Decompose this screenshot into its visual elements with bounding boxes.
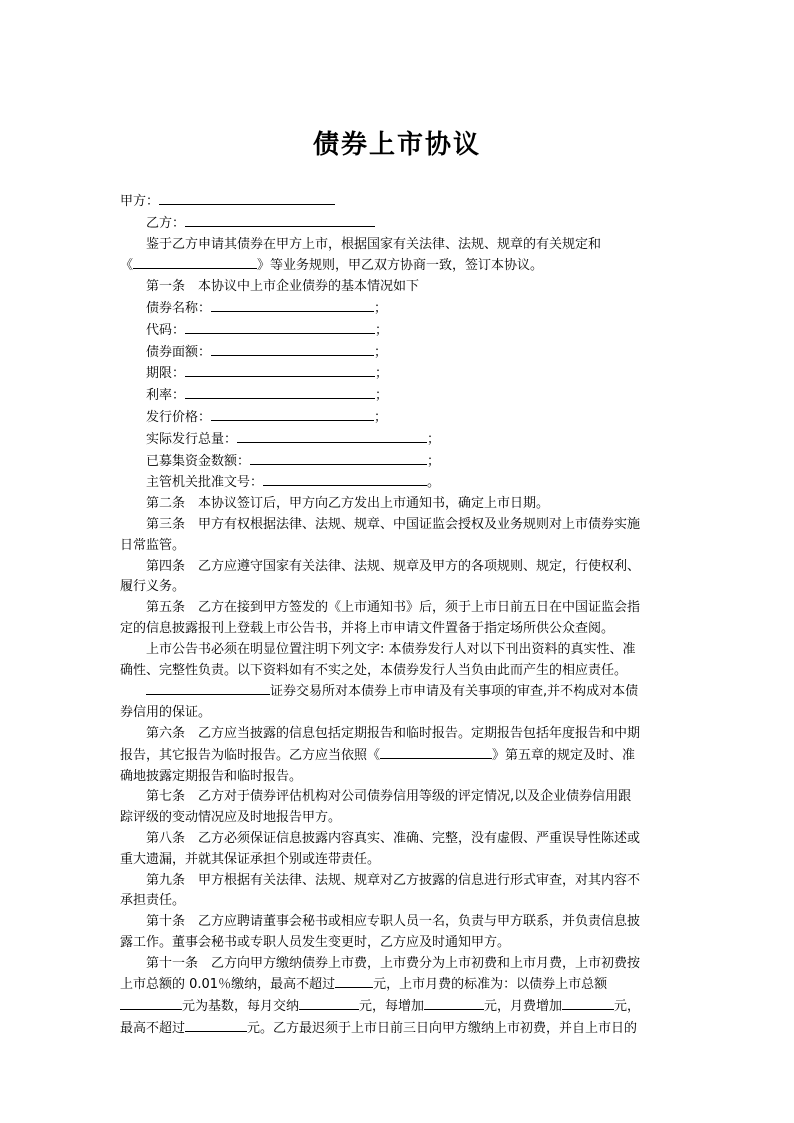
article-9: 第九条 甲方根据有关法律、法规、规章对乙方披露的信息进行形式审查，对其内容不 承担责任。 [120, 872, 641, 909]
party-b-line: 乙方： [120, 213, 676, 235]
rules-name-blank[interactable] [133, 255, 257, 269]
fee-increment-blank[interactable] [562, 996, 614, 1010]
face-value-blank[interactable] [211, 342, 374, 356]
document-title: 债券上市协议 [312, 130, 481, 160]
article-1-heading: 第一条 本协议中上市企业债券的基本情况如下 [146, 279, 420, 295]
exchange-name-blank[interactable] [146, 681, 270, 695]
field-approval-number: 主管机关批准文号： 。 [120, 472, 676, 494]
article-5-disclaimer: 证券交易所对本债券上市申请及有关事项的审查,并不构成对本债 券信用的保证。 [120, 681, 676, 724]
field-term: 期限： ； [120, 363, 676, 385]
monthly-fee-cap-blank[interactable] [185, 1018, 247, 1032]
article-4: 第四条 乙方应遵守国家有关法律、法规、规章及甲方的各项规则、规定，行使权利、 履行义务。 [120, 558, 641, 595]
article-11: 第十一条 乙方向甲方缴纳债券上市费，上市费分为上市初费和上市月费，上市初费按 上市总额的 0.01％缴纳，最高不超过 元，上市月费的标准为：以债券上市总额 元为基数，每月交纳 元，每增加 元，月费增加 元， 最高不超过 元。乙方最迟须于上市日前三日向甲方缴纳上市初费，并自上市日的 [120, 955, 641, 1037]
field-funds-raised: 已募集资金数额： ； [120, 451, 676, 473]
field-total-issued: 实际发行总量： ； [120, 429, 676, 451]
bond-info-fields [120, 298, 676, 494]
code-blank[interactable] [185, 320, 375, 334]
initial-fee-cap-blank[interactable] [335, 974, 373, 988]
article-5: 第五条 乙方在接到甲方签发的《上市通知书》后，须于上市日前五日在中国证监会指 定的信息披露报刊上登载上市公告书，并将上市申请文件置备于指定场所供公众查阅。 [120, 600, 641, 636]
increment-amount-blank[interactable] [424, 996, 484, 1010]
bond-name-blank[interactable] [211, 298, 374, 312]
preamble: 鉴于乙方申请其债券在甲方上市，根据国家有关法律、法规、规章的有关规定和 《 》等业务规则，甲乙双方协商一致，签订本协议。 [120, 236, 602, 274]
article-8: 第八条 乙方必须保证信息披露内容真实、准确、完整，没有虚假、严重误导性陈述或 重大遗漏，并就其保证承担个别或连带责任。 [120, 830, 641, 867]
agreement-body [120, 191, 676, 1040]
price-blank[interactable] [211, 407, 374, 421]
term-blank[interactable] [185, 363, 375, 377]
field-face-value: 债券面额： ； [120, 342, 676, 364]
article-7: 第七条 乙方对于债券评估机构对公司债券信用等级的评定情况,以及企业债券信用跟 踪评级的变动情况应及时地报告甲方。 [120, 789, 632, 826]
article-2: 第二条 本协议签订后，甲方向乙方发出上市通知书，确定上市日期。 [146, 496, 550, 512]
field-bond-name: 债券名称： ； [120, 298, 676, 320]
party-a-line: 甲方： [120, 191, 676, 213]
field-rate: 利率： ； [120, 385, 676, 407]
total-issued-blank[interactable] [237, 429, 427, 443]
party-b-blank[interactable] [185, 213, 375, 227]
article-10: 第十条 乙方应聘请董事会秘书或相应专职人员一名，负责与甲方联系，并负责信息披 露工作。董事会秘书或专职人员发生变更时，乙方应及时通知甲方。 [120, 914, 641, 950]
party-a-blank[interactable] [159, 191, 335, 205]
field-price: 发行价格： ； [120, 407, 676, 429]
funds-raised-blank[interactable] [250, 451, 427, 465]
article-6: 第六条 乙方应当披露的信息包括定期报告和临时报告。定期报告包括年度报告和中期 报告，其它报告为临时报告。乙方应当依照《 》第五章的规定及时、准 确地披露定期报告和临时报告。 [120, 725, 641, 784]
article-5-notice: 上市公告书必须在明显位置注明下列文字: 本债券发行人对以下刊出资料的真实性、准 确性、完整性负责。以下资料如有不实之处，本债券发行人当负由此而产生的相应责任。 [120, 641, 636, 678]
base-amount-blank[interactable] [120, 996, 182, 1010]
monthly-fee-blank[interactable] [299, 996, 359, 1010]
field-code: 代码： ； [120, 320, 676, 342]
rate-blank[interactable] [185, 385, 375, 399]
article-3: 第三条 甲方有权根据法律、法规、规章、中国证监会授权及业务规则对上市债券实施 日常监管。 [120, 516, 641, 553]
regulation-name-blank[interactable] [380, 745, 492, 759]
approval-number-blank[interactable] [263, 472, 427, 486]
